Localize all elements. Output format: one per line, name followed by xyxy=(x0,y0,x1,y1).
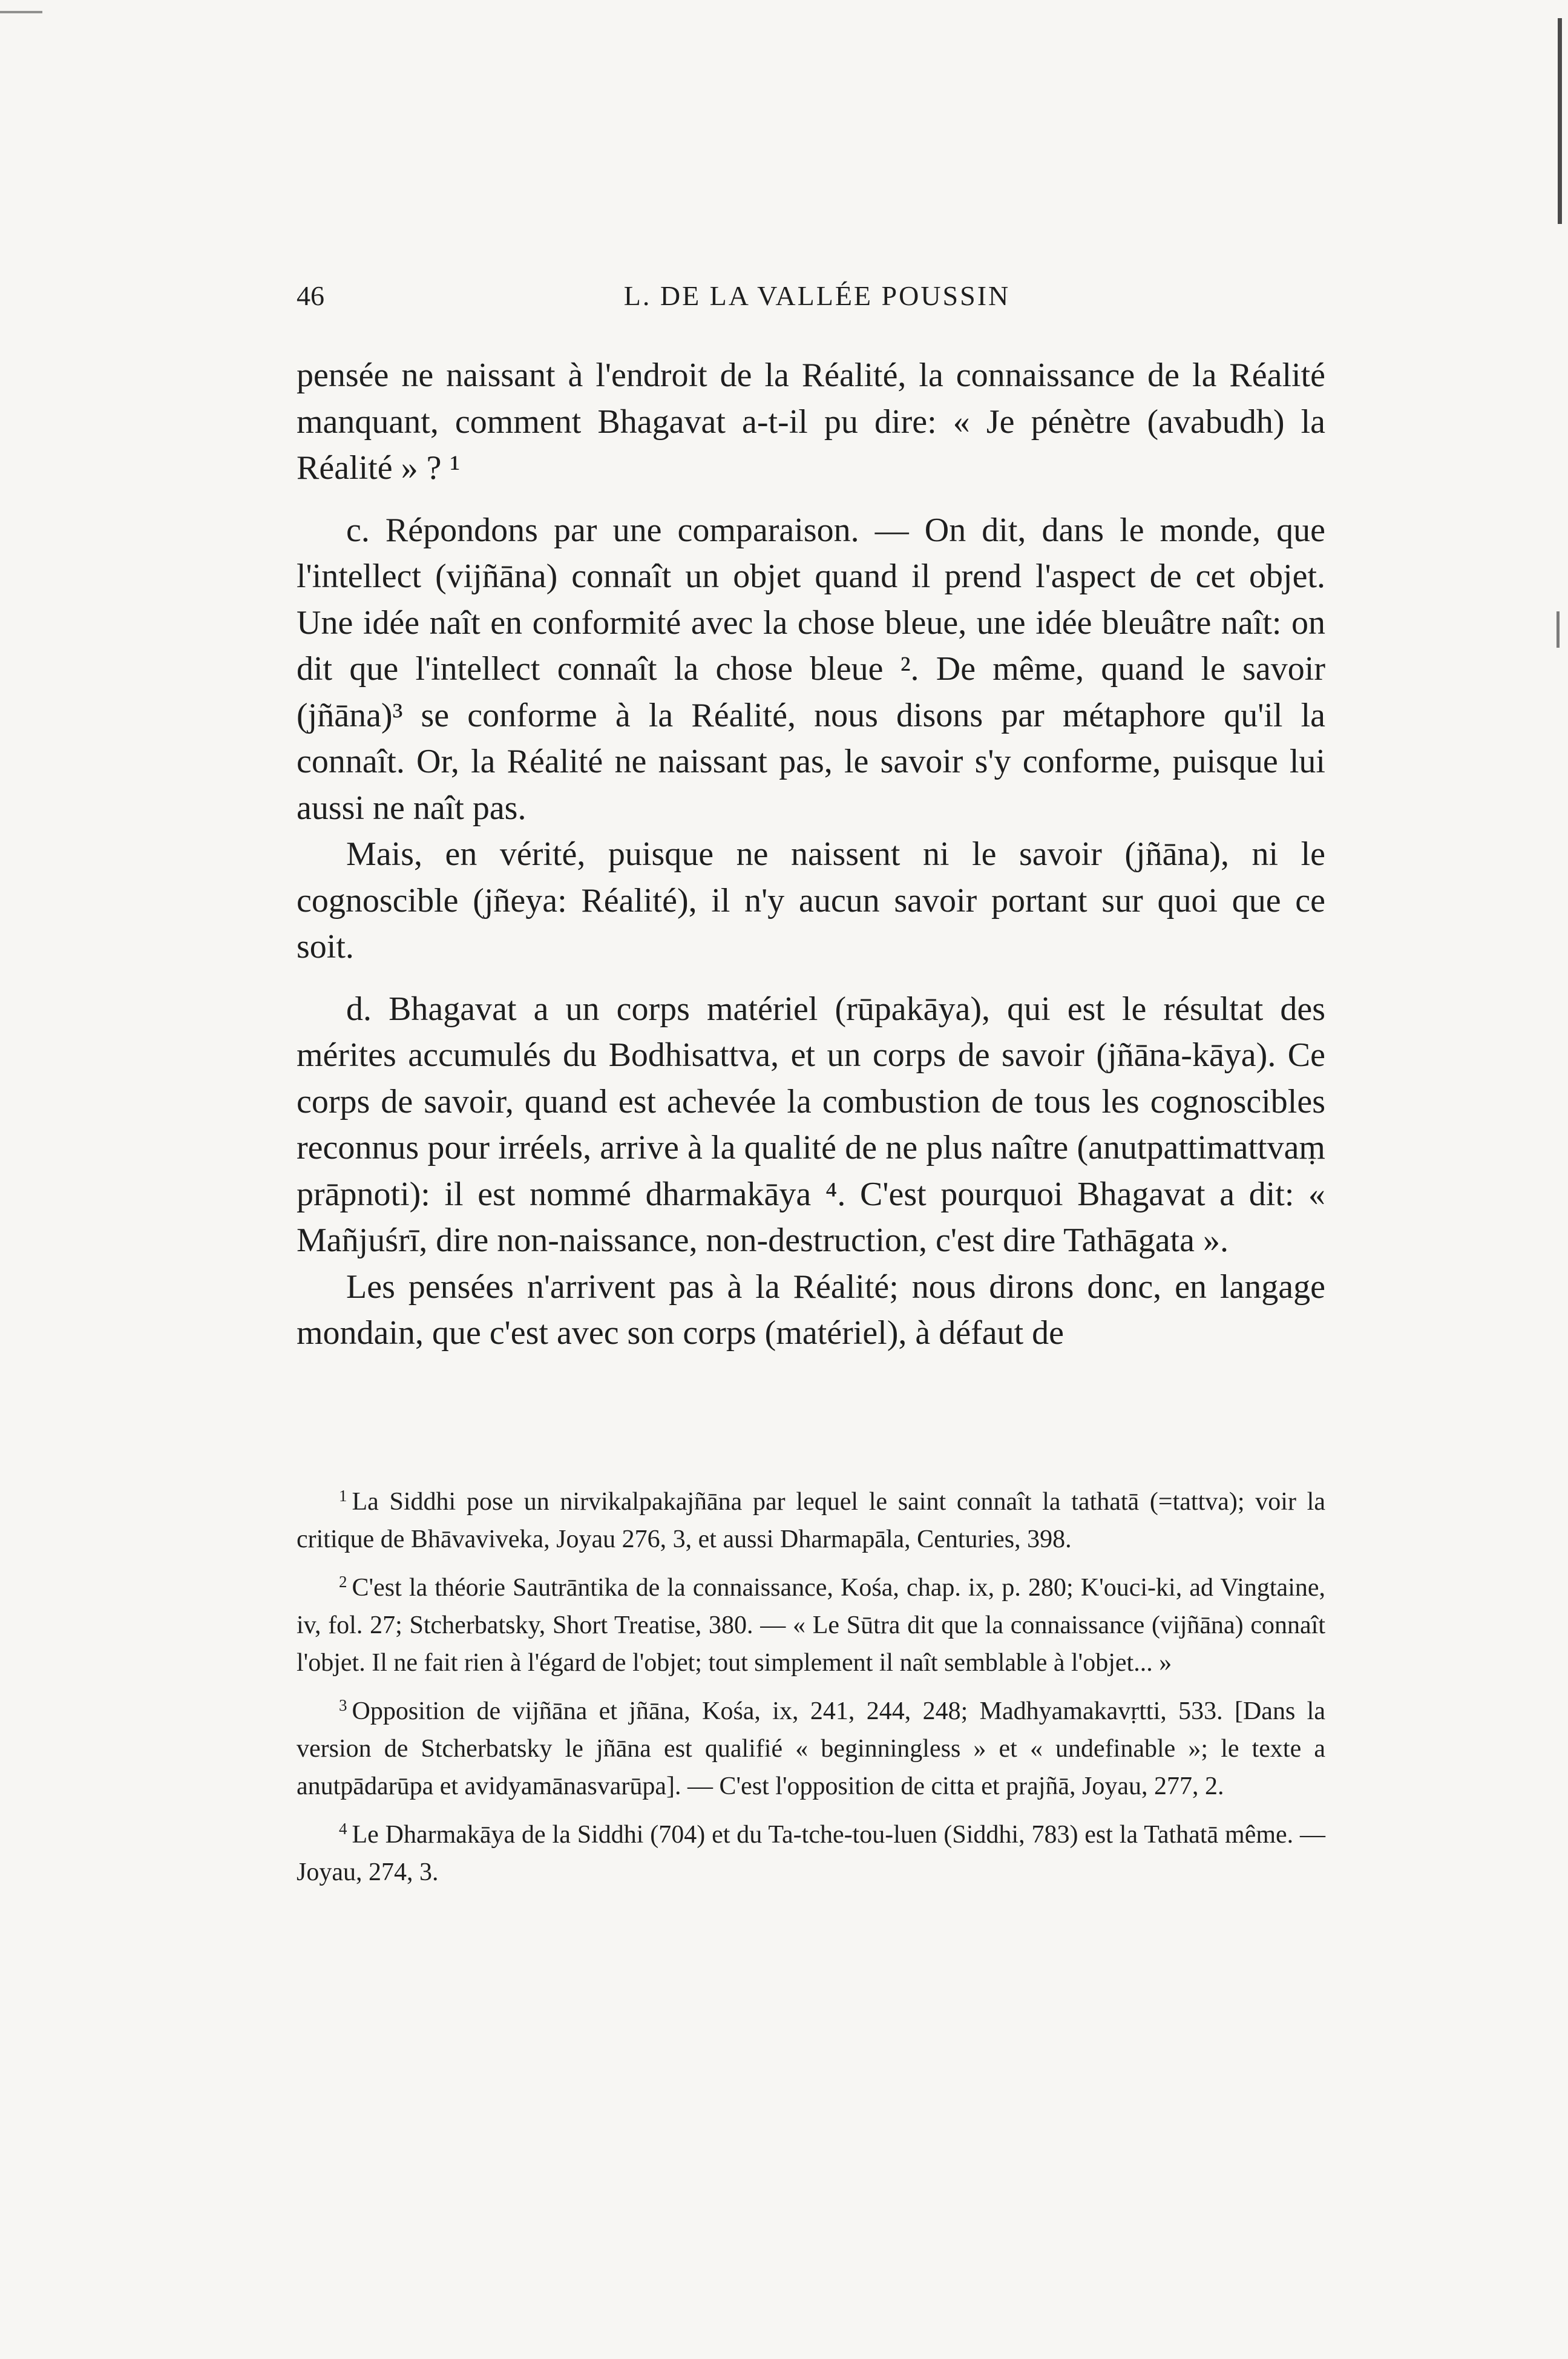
paragraph: d. Bhagavat a un corps matériel (rūpakāya), qui est le résultat des mérites accumulés du Bodhisattva, et un corps de savoir (jñāna-kāya). Ce corps de savoir, quand est achevée la combustion de tous les cognoscibles reconnus pour irréels, arrive à la qualité de ne plus naître (anutpattimattvaṃ prāpnoti): il est nommé dharmakāya ⁴. C'est pourquoi Bhagavat a dit: « Mañjuśrī, dire non-naissance, non-destruction, c'est dire Tathāgata ». xyxy=(297,990,1325,1259)
scan-edge-mark xyxy=(0,11,42,13)
scan-edge-mark xyxy=(1558,18,1562,224)
footnote xyxy=(297,1563,1325,1682)
footnote xyxy=(297,1686,1325,1805)
paragraph: Mais, en vérité, puisque ne naissent ni le savoir (jñāna), ni le cognoscible (jñeya: Réalité), il n'y aucun savoir portant sur quoi que ce soit. xyxy=(297,835,1325,966)
paragraph: pensée ne naissant à l'endroit de la Réalité, la connaissance de la Réalité manquant, comment Bhagavat a-t-il pu dire: « Je pénètre (avabudh) la Réalité » ? ¹ xyxy=(297,357,1325,487)
page-number: 46 xyxy=(297,280,324,311)
footnote-mark: 1 xyxy=(339,1487,347,1505)
scan-edge-mark xyxy=(1557,611,1560,648)
footnote-text: La Siddhi pose un nirvikalpakajñāna par lequel le saint connaît la tathatā (=tattva); voir la critique de Bhāvaviveka, Joyau 276, 3, et aussi Dharmapāla, Centuries, 398. xyxy=(297,1488,1325,1553)
footnote-mark: 3 xyxy=(339,1696,347,1714)
running-title: L. DE LA VALLÉE POUSSIN xyxy=(623,280,1011,311)
paragraph: c. Répondons par une comparaison. — On dit, dans le monde, que l'intellect (vijñāna) connaît un objet quand il prend l'aspect de cet objet. Une idée naît en conformité avec la chose bleue, une idée bleuâtre naît: on dit que l'intellect connaît la chose bleue ². De même, quand le savoir (jñāna)³ se conforme à la Réalité, nous disons par métaphore qu'il la connaît. Or, la Réalité ne naissant pas, le savoir s'y conforme, puisque lui aussi ne naît pas. xyxy=(297,511,1325,827)
footnote-text: Le Dharmakāya de la Siddhi (704) et du Ta-tche-tou-luen (Siddhi, 783) est la Tathatā même. — Joyau, 274, 3. xyxy=(297,1821,1325,1886)
footnote-mark: 2 xyxy=(339,1573,347,1591)
main-text xyxy=(297,352,1325,1357)
footnote-text: C'est la théorie Sautrāntika de la connaissance, Kośa, chap. ix, p. 280; K'ouci-ki, ad Vingtaine, iv, fol. 27; Stcherbatsky, Short Treatise, 380. — « Le Sūtra dit que la connaissance (vijñāna) connaît l'objet. Il ne fait rien à l'égard de l'objet; tout simplement il naît semblable à l'objet... » xyxy=(297,1574,1325,1677)
paragraph: Les pensées n'arrivent pas à la Réalité; nous dirons donc, en langage mondain, que c'est avec son corps (matériel), à défaut de xyxy=(297,1268,1325,1352)
footnote xyxy=(297,1477,1325,1558)
footnote-text: Opposition de vijñāna et jñāna, Kośa, ix, 241, 244, 248; Madhyamakavṛtti, 533. [Dans la version de Stcherbatsky le jñāna est qualifié « beginningless » et « undefinable »; le texte a anutpādarūpa et avidyamānasvarūpa]. — C'est l'opposition de citta et prajñā, Joyau, 277, 2. xyxy=(297,1697,1325,1800)
footnote-mark: 4 xyxy=(339,1820,347,1838)
footnotes xyxy=(297,1477,1325,1896)
footnote xyxy=(297,1810,1325,1891)
page-header xyxy=(297,280,1337,316)
